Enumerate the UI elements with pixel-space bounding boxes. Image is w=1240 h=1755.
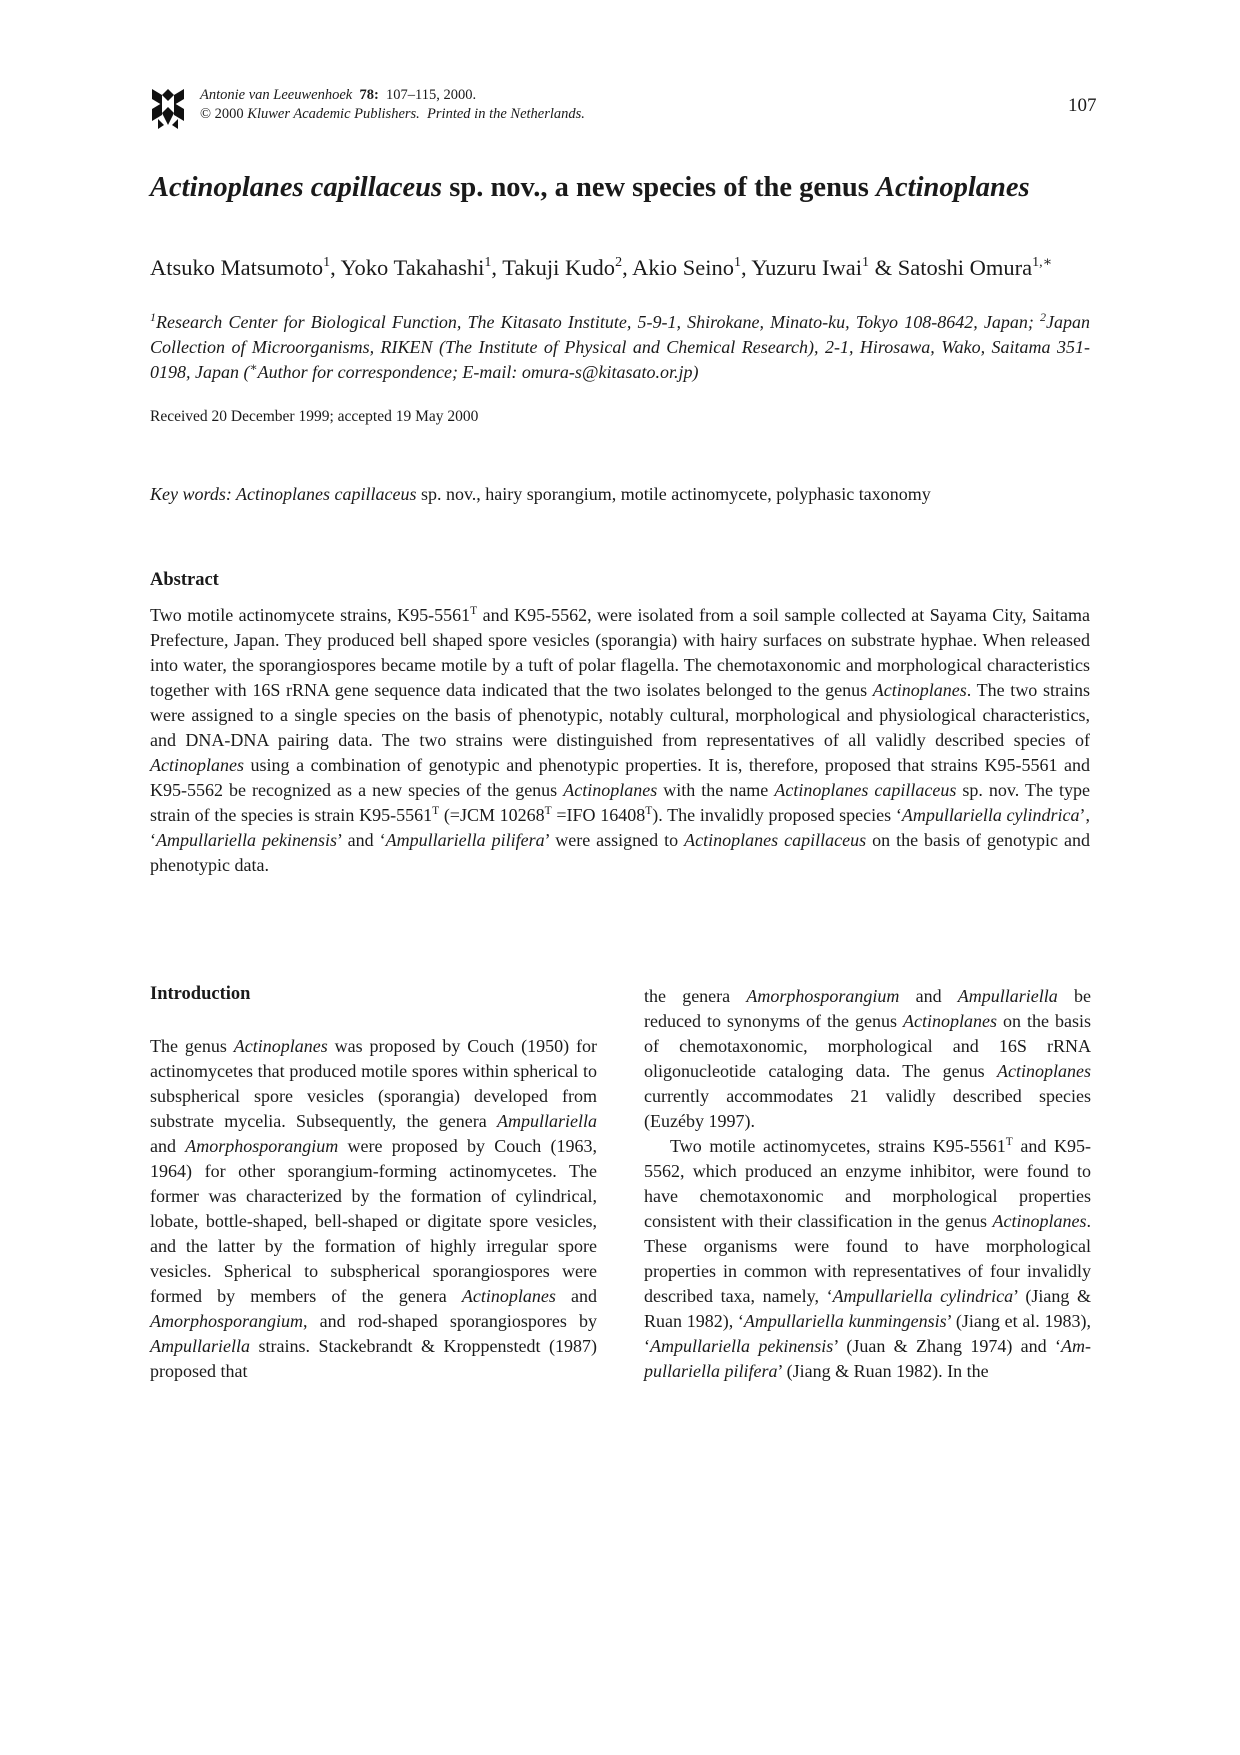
journal-name: Antonie van Leeuwenhoek	[200, 87, 353, 103]
affiliations	[150, 310, 1090, 385]
publisher: Kluwer Academic Publishers.	[247, 106, 420, 122]
intro-run: ’ (Jiang & Ruan 1982). In the	[777, 1361, 989, 1381]
author-list	[150, 253, 1090, 283]
intro-run: be reduced to synonyms of the genus	[644, 986, 1091, 1031]
author-name: Yuzuru Iwai	[751, 255, 862, 280]
abstract-run: ). The invalidly proposed species ‘	[652, 805, 902, 825]
abstract-run: sp. nov. The type strain of the species is strain K95-5561	[150, 780, 1090, 825]
keywords	[150, 484, 931, 505]
intro-run: ’ (Juan & Zhang 1974) and ‘	[833, 1336, 1061, 1356]
intro-taxon: Amorphosporangium	[185, 1136, 339, 1156]
intro-taxon: Ampullariella pekinensis	[650, 1336, 834, 1356]
author-name: Satoshi Omura	[897, 255, 1033, 280]
abstract-run: ’, ‘	[150, 805, 1091, 850]
correspondence-mark: ∗	[249, 360, 258, 374]
abstract-text	[150, 603, 1090, 878]
journal-citation	[200, 86, 585, 124]
abstract-taxon: Ampullariella pilifera	[385, 830, 545, 850]
intro-taxon: Actinoplanes	[233, 1036, 328, 1056]
intro-taxon: Ampullariella	[957, 986, 1058, 1006]
introduction-heading: Introduction	[150, 984, 251, 1004]
intro-taxon: Actinoplanes	[461, 1286, 556, 1306]
intro-run: and	[899, 986, 958, 1006]
intro-run: ’ (Jiang & Ruan 1982), ‘	[644, 1286, 1091, 1331]
abstract-taxon: Actinoplanes	[563, 780, 658, 800]
type-strain-mark: T	[544, 805, 552, 817]
intro-run: strains. Stackebrandt & Kroppenstedt (1987) proposed that	[150, 1336, 597, 1381]
intro-run: and	[150, 1136, 186, 1156]
intro-run: Two motile actinomycetes, strains K95-5561	[670, 1136, 1006, 1156]
introduction-right-column	[644, 984, 1091, 1384]
author-separator: ,	[491, 255, 503, 280]
kluwer-logo-icon	[150, 85, 186, 129]
intro-taxon: Ampullariella cylindrica	[832, 1286, 1014, 1306]
introduction-paragraph	[644, 1134, 1091, 1384]
author-name: Akio Seino	[632, 255, 734, 280]
abstract-run: ’ were assigned to	[544, 830, 685, 850]
intro-run: the genera	[644, 986, 747, 1006]
abstract-run: Two motile actinomycete strains, K95-5561	[150, 605, 471, 625]
affiliation-text: Japan Collection of Microorganisms, RIKEN (The Institute of Physical and Chemical Research), 2-1, Hirosawa, Wako, Saitama 351-0198, Japan (	[150, 312, 1090, 382]
title-middle: sp. nov., a new species of the genus	[442, 172, 876, 203]
abstract-taxon: Ampullariella pekinensis	[156, 830, 337, 850]
author-affiliation-mark: 1,∗	[1032, 255, 1053, 270]
author-affiliation-mark: 2	[615, 255, 623, 270]
intro-taxon: Actinoplanes	[992, 1211, 1087, 1231]
abstract-run: and K95-5562, were isolated from a soil sample collected at Sayama City, Saitama Prefecture, Japan. They produced bell shaped spore vesicles (sporangia) with hairy surfaces on substrate hyphae. When released into water, the sporangiospores became motile by a tuft of polar flagella. The chemotaxonomic and morphological characteristics together with 16S rRNA gene sequence data indicated that the two isolates belonged to the genus	[150, 605, 1090, 700]
abstract-taxon: Actinoplanes	[872, 680, 967, 700]
affiliation-text: Research Center for Biological Function, The Kitasato Institute, 5-9-1, Shirokane, Minato-ku, Tokyo 108-8642, Japan;	[156, 312, 1040, 332]
intro-run: , and rod-shaped sporangiospores by	[303, 1311, 597, 1331]
intro-taxon: Actinoplanes	[997, 1061, 1091, 1081]
abstract-taxon: Ampullariella cylindrica	[901, 805, 1080, 825]
correspondence-text: Author for correspondence; E-mail: omura-s@kitasato.or.jp)	[257, 362, 699, 382]
abstract-run: (=JCM 10268	[439, 805, 545, 825]
type-strain-mark: T	[470, 605, 478, 617]
intro-taxon: Amorphosporangium	[150, 1311, 304, 1331]
intro-run: ’ (Jiang et al. 1983), ‘	[644, 1311, 1092, 1356]
affiliation-mark: 1	[150, 310, 156, 324]
keywords-list: sp. nov., hairy sporangium, motile actinomycete, polyphasic taxonomy	[416, 484, 931, 504]
abstract-run: using a combination of genotypic and phenotypic properties. It is, therefore, proposed that strains K95-5561 and K95-5562 be recognized as a new species of the genus	[150, 755, 1090, 800]
author-name: Atsuko Matsumoto	[150, 255, 324, 280]
intro-run: and	[555, 1286, 597, 1306]
author-separator: ,	[622, 255, 633, 280]
intro-run: currently accommodates 21 validly described species (Euzéby 1997).	[644, 1086, 1091, 1131]
intro-taxon: Ampullariella pilifera	[644, 1336, 1091, 1381]
journal-pages-year: 107–115, 2000.	[386, 87, 477, 103]
intro-run: on the basis of chemotaxonomic, morphological and 16S rRNA oligonucleotide cataloging data. The genus	[644, 1011, 1091, 1081]
copyright-symbol: ©	[200, 106, 212, 122]
intro-taxon: Ampullariella	[497, 1111, 597, 1131]
abstract-run: with the name	[657, 780, 775, 800]
author-name: Takuji Kudo	[502, 255, 616, 280]
intro-run: was proposed by Couch (1950) for actinomycetes that produced motile spores within spherical to subspherical spore vesicles (sporangia) developed from substrate mycelia. Subsequently, the genera	[150, 1036, 597, 1131]
title-genus: Actinoplanes	[876, 172, 1030, 203]
introduction-left-column	[150, 1034, 597, 1384]
abstract-run: on the basis of genotypic and phenotypic data.	[150, 830, 1090, 875]
abstract-taxon: Actinoplanes capillaceus	[684, 830, 867, 850]
copyright-year: 2000	[214, 106, 244, 122]
printed-note: Printed in the Netherlands.	[427, 106, 585, 122]
author-affiliation-mark: 1	[323, 255, 331, 270]
page-number: 107	[1068, 95, 1097, 116]
intro-run: were proposed by Couch (1963, 1964) for other sporangium-forming actinomycetes. The former was characterized by the formation of cylindrical, lobate, bottle-shaped, bell-shaped or digitate spore vesicles, and the latter by the formation of highly irregular spore vesicles. Spherical to subspherical sporangiospores were formed by members of the genera	[150, 1136, 597, 1306]
intro-taxon: Amorphosporangium	[746, 986, 900, 1006]
author-name: Yoko Takahashi	[340, 255, 485, 280]
affiliation-mark: 2	[1040, 310, 1046, 324]
abstract-run: ’ and ‘	[336, 830, 386, 850]
received-dates: Received 20 December 1999; accepted 19 May 2000	[150, 408, 479, 425]
intro-run: The genus	[150, 1036, 234, 1056]
type-strain-mark: T	[1005, 1136, 1013, 1148]
author-separator: &	[868, 255, 898, 280]
abstract-run: . The two strains were assigned to a single species on the basis of phenotypic, notably cultural, morphological and physiological characteristics, and DNA-DNA pairing data. The two strains were distinguished from representatives of all validly described species of	[150, 680, 1090, 750]
type-strain-mark: T	[432, 805, 440, 817]
paper-title	[150, 172, 1030, 204]
abstract-heading: Abstract	[150, 570, 219, 590]
keywords-label: Key words: Actinoplanes capillaceus	[150, 484, 417, 504]
author-affiliation-mark: 1	[733, 255, 741, 270]
introduction-paragraph	[150, 1034, 597, 1384]
author-separator: ,	[330, 255, 341, 280]
intro-taxon: Ampullariella	[150, 1336, 250, 1356]
author-affiliation-mark: 1	[484, 255, 492, 270]
abstract-run: =IFO 16408	[551, 805, 646, 825]
author-affiliation-mark: 1	[861, 255, 869, 270]
abstract-taxon: Actinoplanes	[150, 755, 244, 775]
abstract-taxon: Actinoplanes capillaceus	[774, 780, 957, 800]
author-separator: ,	[740, 255, 752, 280]
intro-taxon: Ampullariella kunmingensis	[743, 1311, 947, 1331]
journal-volume: 78:	[359, 87, 379, 103]
introduction-paragraph	[644, 984, 1091, 1134]
intro-taxon: Actinoplanes	[903, 1011, 997, 1031]
title-species: Actinoplanes capillaceus	[150, 172, 443, 203]
intro-run: and K95-5562, which produced an enzyme inhibitor, were found to have chemotaxonomic and morphological properties consistent with their classification in the genus	[644, 1136, 1091, 1231]
intro-run: . These organisms were found to have morphological properties in common with representatives of four invalidly described taxa, namely, ‘	[644, 1211, 1091, 1306]
type-strain-mark: T	[645, 805, 653, 817]
